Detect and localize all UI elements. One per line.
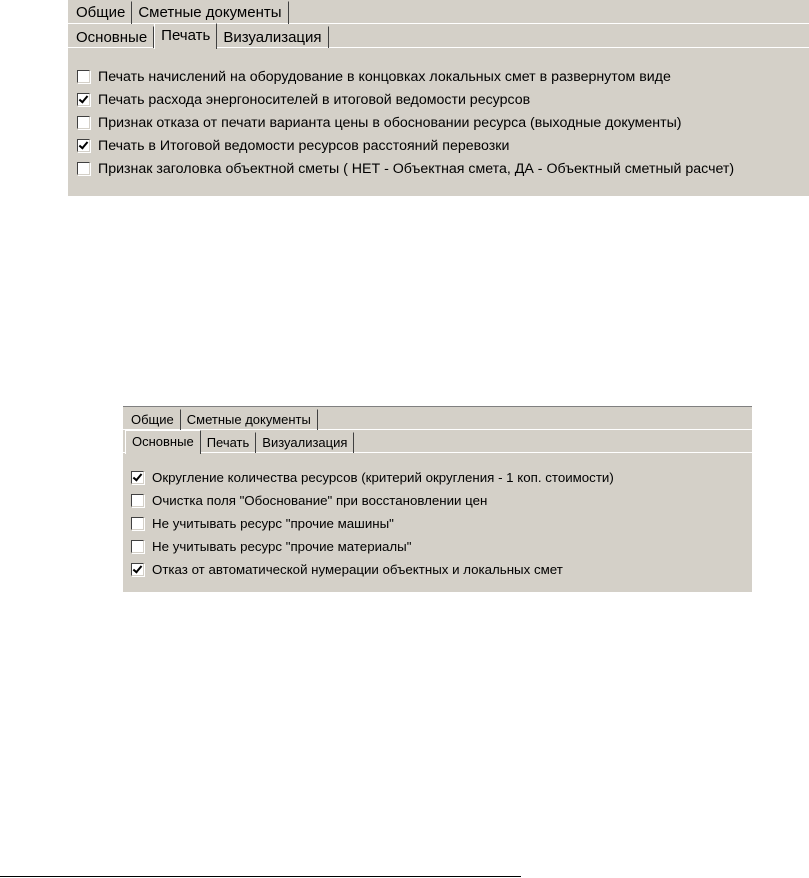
option-equipment-charges-expanded[interactable] — [68, 65, 809, 88]
option-label: Не учитывать ресурс "прочие машины" — [152, 516, 394, 531]
tab-general[interactable]: Общие — [125, 409, 181, 430]
checkbox[interactable] — [131, 540, 144, 553]
tab-estimate-documents[interactable]: Сметные документы — [132, 1, 288, 24]
checkbox[interactable] — [131, 494, 144, 507]
tab-visualization[interactable]: Визуализация — [217, 26, 328, 48]
option-label: Печать начислений на оборудование в концовках локальных смет в развернутом виде — [98, 68, 671, 85]
footnote-separator — [0, 876, 521, 877]
option-ignore-other-materials[interactable] — [123, 535, 752, 558]
tab-general[interactable]: Общие — [70, 1, 132, 24]
option-disable-auto-numbering[interactable] — [123, 558, 752, 581]
top-tab-row — [123, 407, 752, 430]
option-label: Печать расхода энергоносителей в итоговой ведомости ресурсов — [98, 91, 531, 108]
checkbox[interactable] — [77, 70, 90, 83]
option-clear-justification[interactable] — [123, 489, 752, 512]
sub-tab-row — [123, 430, 752, 453]
tab-basic[interactable]: Основные — [125, 430, 201, 454]
option-label: Признак заголовка объектной сметы ( НЕТ - Объектная смета, ДА - Объектный сметный расчет) — [98, 160, 735, 177]
checkbox[interactable] — [77, 139, 90, 152]
tab-visualization[interactable]: Визуализация — [256, 432, 354, 453]
option-list — [123, 466, 752, 581]
option-label: Отказ от автоматической нумерации объектных и локальных смет — [152, 562, 563, 577]
option-transport-distances[interactable] — [68, 134, 809, 157]
option-resource-rounding[interactable] — [123, 466, 752, 489]
settings-panel-basic — [123, 406, 752, 592]
sub-tab-row — [68, 24, 809, 48]
tab-estimate-documents[interactable]: Сметные документы — [181, 409, 318, 430]
option-label: Признак отказа от печати варианта цены в обосновании ресурса (выходные документы) — [98, 114, 682, 131]
option-label: Очистка поля "Обоснование" при восстановлении цен — [152, 493, 488, 508]
checkbox[interactable] — [77, 116, 90, 129]
option-label: Округление количества ресурсов (критерий округления - 1 коп. стоимости) — [152, 470, 614, 485]
option-label: Не учитывать ресурс "прочие материалы" — [152, 539, 412, 554]
tab-print[interactable]: Печать — [154, 23, 217, 49]
option-object-estimate-header[interactable] — [68, 157, 809, 180]
checkbox[interactable] — [77, 93, 90, 106]
tab-basic[interactable]: Основные — [70, 26, 154, 48]
checkbox[interactable] — [131, 563, 144, 576]
checkbox[interactable] — [131, 471, 144, 484]
option-ignore-other-machines[interactable] — [123, 512, 752, 535]
option-label: Печать в Итоговой ведомости ресурсов расстояний перевозки — [98, 137, 510, 154]
option-list — [68, 65, 809, 180]
option-energy-consumption[interactable] — [68, 88, 809, 111]
checkbox[interactable] — [77, 162, 90, 175]
option-refuse-price-variant[interactable] — [68, 111, 809, 134]
checkbox[interactable] — [131, 517, 144, 530]
tab-print[interactable]: Печать — [201, 432, 257, 453]
top-tab-row — [68, 0, 809, 24]
settings-panel-print — [68, 0, 809, 196]
